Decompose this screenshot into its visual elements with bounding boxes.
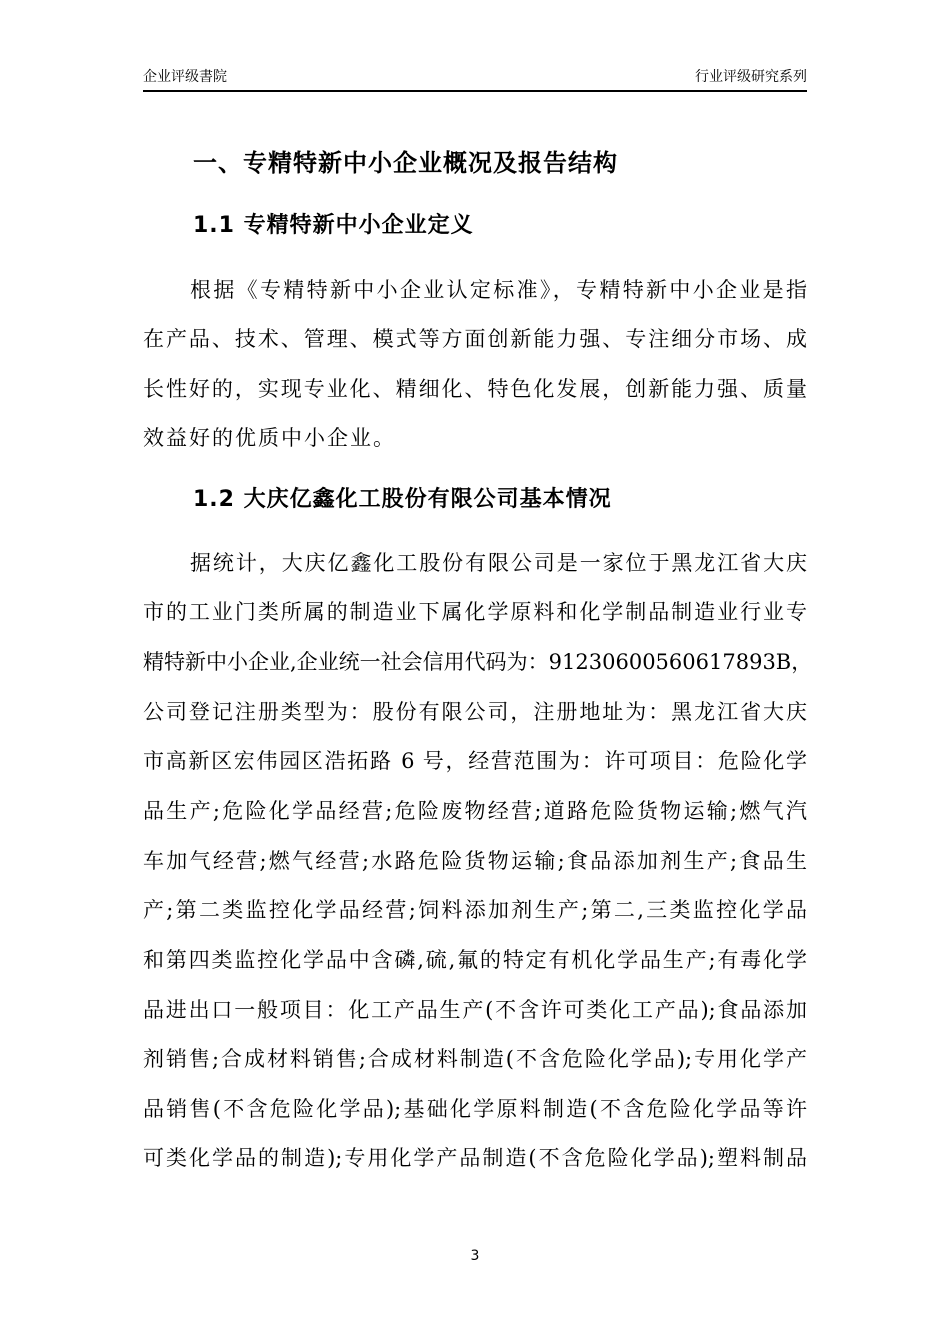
paragraph-line: 公司登记注册类型为：股份有限公司，注册地址为：黑龙江省大庆 bbox=[143, 700, 807, 724]
paragraph-line: 根据《专精特新中小企业认定标准》，专精特新中小企业是指 bbox=[190, 278, 807, 302]
paragraph-line: 车加气经营;燃气经营;水路危险货物运输;食品添加剂生产;食品生 bbox=[143, 849, 807, 873]
subsection-title-1-2: 1.2 大庆亿鑫化工股份有限公司基本情况 bbox=[193, 487, 612, 512]
paragraph-line: 据统计，大庆亿鑫化工股份有限公司是一家位于黑龙江省大庆 bbox=[190, 551, 807, 575]
paragraph-line: 市的工业门类所属的制造业下属化学原料和化学制品制造业行业专 bbox=[143, 600, 807, 624]
paragraph-line: 产;第二类监控化学品经营;饲料添加剂生产;第二,三类监控化学品 bbox=[143, 898, 807, 922]
header-divider bbox=[143, 90, 807, 92]
paragraph-line: 在产品、技术、管理、模式等方面创新能力强、专注细分市场、成 bbox=[143, 327, 807, 351]
subsection-title-1-1: 1.1 专精特新中小企业定义 bbox=[193, 213, 474, 238]
paragraph-line: 和第四类监控化学品中含磷,硫,氟的特定有机化学品生产;有毒化学 bbox=[143, 948, 807, 972]
paragraph-line: 市高新区宏伟园区浩拓路 6 号，经营范围为：许可项目：危险化学 bbox=[143, 749, 807, 773]
paragraph-line: 效益好的优质中小企业。 bbox=[143, 426, 396, 450]
paragraph-line: 精特新中小企业,企业统一社会信用代码为：91230600560617893B， bbox=[143, 650, 813, 674]
header-right-title: 行业评级研究系列 bbox=[695, 69, 807, 85]
paragraph-line: 可类化学品的制造);专用化学产品制造(不含危险化学品);塑料制品 bbox=[143, 1146, 807, 1170]
header-left-title: 企业评级書院 bbox=[143, 69, 227, 85]
paragraph-line: 品销售(不含危险化学品);基础化学原料制造(不含危险化学品等许 bbox=[143, 1097, 807, 1121]
page-number: 3 bbox=[470, 1248, 480, 1264]
paragraph-line: 剂销售;合成材料销售;合成材料制造(不含危险化学品);专用化学产 bbox=[143, 1047, 807, 1071]
paragraph-line: 品进出口一般项目：化工产品生产(不含许可类化工产品);食品添加 bbox=[143, 998, 807, 1022]
section-title: 一、专精特新中小企业概况及报告结构 bbox=[193, 149, 618, 177]
paragraph-line: 品生产;危险化学品经营;危险废物经营;道路危险货物运输;燃气汽 bbox=[143, 799, 807, 823]
paragraph-line: 长性好的，实现专业化、精细化、特色化发展，创新能力强、质量 bbox=[143, 377, 807, 401]
